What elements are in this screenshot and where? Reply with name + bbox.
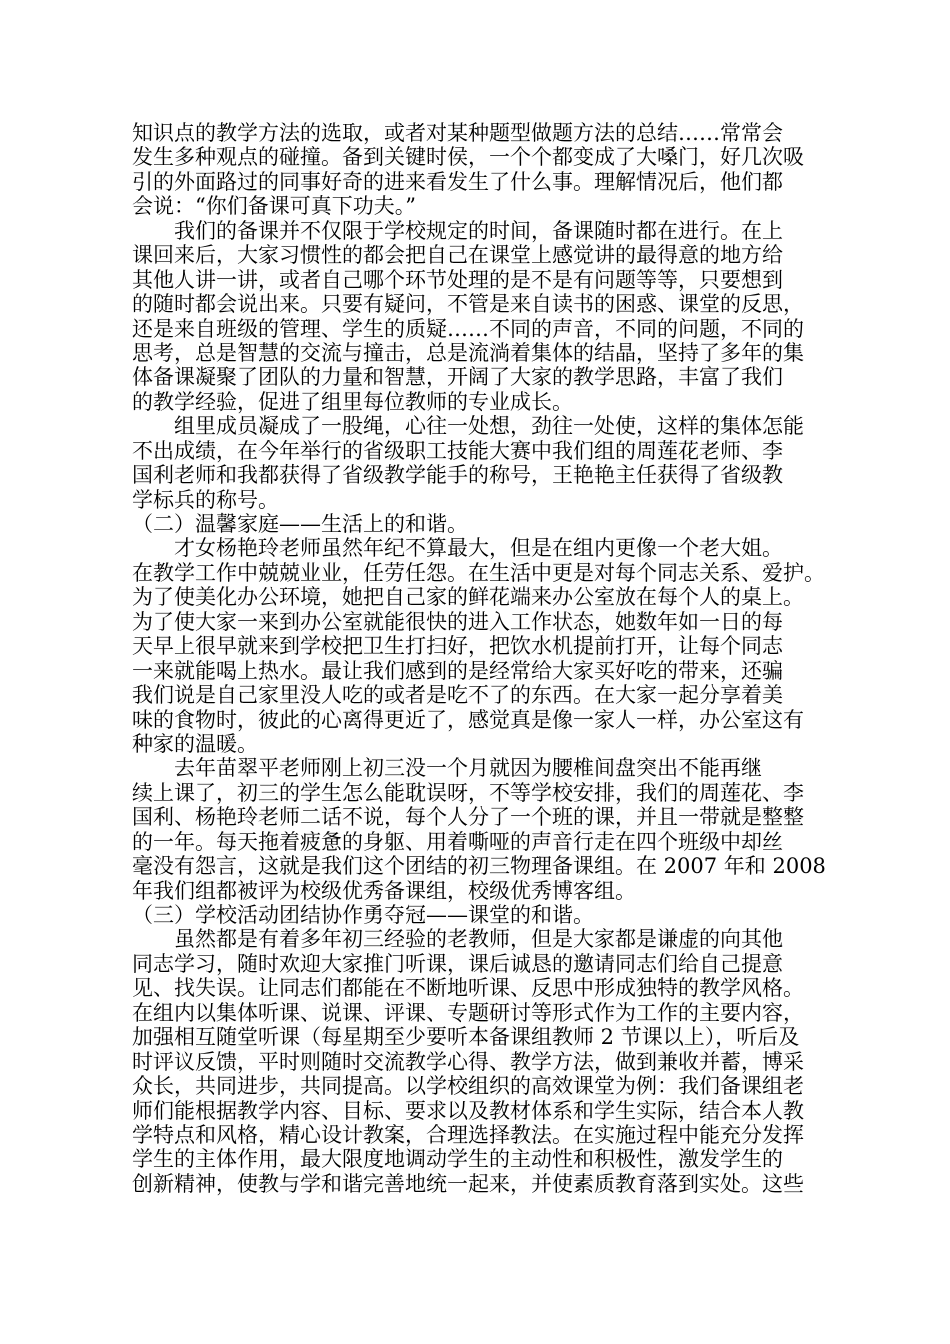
text-line: 时评议反馈，平时则随时交流教学心得、教学方法，做到兼收并蓄，博采 [132, 1049, 804, 1074]
text-line: 学生的主体作用，最大限度地调动学生的主动性和积极性，激发学生的 [132, 1147, 783, 1172]
text-line: 加强相互随堂听课（每星期至少要听本备课组教师 2 节课以上），听后及 [132, 1025, 800, 1050]
paragraph-first-line: 组里成员凝成了一股绳，心往一处想，劲往一处使，这样的集体怎能 [174, 414, 804, 439]
document-page [132, 121, 826, 1196]
text-line: 其他人讲一讲，或者自己哪个环节处理的是不是有问题等等，只要想到 [132, 267, 783, 292]
paragraph-first-line: 去年苗翠平老师刚上初三没一个月就因为腰椎间盘突出不能再继 [174, 756, 762, 781]
text-line: 为了使大家一来到办公室就能很快的进入工作状态，她数年如一日的每 [132, 609, 783, 634]
text-line: 见、找失误。让同志们都能在不断地听课、反思中形成独特的教学风格。 [132, 976, 804, 1001]
text-line: 天早上很早就来到学校把卫生打扫好，把饮水机提前打开，让每个同志 [132, 634, 783, 659]
text-line: 不出成绩，在今年举行的省级职工技能大赛中我们组的周莲花老师、李 [132, 438, 783, 463]
text-line: 毫没有怨言，这就是我们这个团结的初三物理备课组。在 2007 年和 2008 [132, 854, 826, 879]
text-line: 同志学习，随时欢迎大家推门听课，课后诚恳的邀请同志们给自己提意 [132, 951, 783, 976]
text-line: 学标兵的称号。 [132, 487, 279, 512]
text-line: 众长，共同进步，共同提高。以学校组织的高效课堂为例：我们备课组老 [132, 1074, 804, 1099]
text-line: 我们说是自己家里没人吃的或者是吃不了的东西。在大家一起分享着美 [132, 683, 783, 708]
text-line: 国利老师和我都获得了省级教学能手的称号，王艳艳主任获得了省级教 [132, 463, 783, 488]
text-line: 的随时都会说出来。只要有疑问，不管是来自读书的困惑、课堂的反思， [132, 292, 804, 317]
text-line: 创新精神，使教与学和谐完善地统一起来，并使素质教育落到实处。这些 [132, 1171, 804, 1196]
text-line: 为了使美化办公环境，她把自己家的鲜花端来办公室放在每个人的桌上。 [132, 585, 804, 610]
text-line: 的一年。每天拖着疲惫的身躯、用着嘶哑的声音行走在四个班级中却丝 [132, 829, 783, 854]
text-line: 在教学工作中兢兢业业，任劳任怨。在生活中更是对每个同志关系、爱护。 [132, 560, 825, 585]
text-line: 思考，总是智慧的交流与撞击，总是流淌着集体的结晶，坚持了多年的集 [132, 340, 804, 365]
text-line: 一来就能喝上热水。最让我们感到的是经常给大家买好吃的带来，还骗 [132, 658, 783, 683]
text-line: 味的食物时，彼此的心离得更近了，感觉真是像一家人一样，办公室这有 [132, 707, 804, 732]
text-line: 体备课凝聚了团队的力量和智慧，开阔了大家的教学思路，丰富了我们 [132, 365, 783, 390]
text-line: 学特点和风格，精心设计教案，合理选择教法。在实施过程中能充分发挥 [132, 1122, 804, 1147]
text-line: 知识点的教学方法的选取，或者对某种题型做题方法的总结……常常会 [132, 121, 783, 145]
text-line: 在组内以集体听课、说课、评课、专题研讨等形式作为工作的主要内容， [132, 1000, 804, 1025]
text-line: 年我们组都被评为校级优秀备课组，校级优秀博客组。 [132, 878, 636, 903]
text-line: 发生多种观点的碰撞。备到关键时侯，一个个都变成了大嗓门，好几次吸 [132, 145, 804, 170]
text-line: （三）学校活动团结协作勇夺冠——课堂的和谐。 [132, 903, 594, 927]
text-line: 会说：“你们备课可真下功夫。” [132, 194, 416, 219]
text-line: 续上课了，初三的学生怎么能耽误呀，不等学校安排，我们的周莲花、李 [132, 780, 804, 805]
text-line: 国利、杨艳玲老师二话不说，每个人分了一个班的课，并且一带就是整整 [132, 805, 804, 830]
paragraph-first-line: 虽然都是有着多年初三经验的老教师，但是大家都是谦虚的向其他 [174, 927, 783, 952]
text-line: 还是来自班级的管理、学生的质疑……不同的声音，不同的问题，不同的 [132, 316, 804, 341]
paragraph-first-line: 我们的备课并不仅限于学校规定的时间，备课随时都在进行。在上 [174, 218, 783, 243]
text-line: （二）温馨家庭——生活上的和谐。 [132, 512, 468, 536]
paragraph-first-line: 才女杨艳玲老师虽然年纪不算最大，但是在组内更像一个老大姐。 [174, 536, 783, 561]
text-line: 引的外面路过的同事好奇的进来看发生了什么事。理解情况后，他们都 [132, 169, 783, 194]
text-line: 师们能根据教学内容、目标、要求以及教材体系和学生实际，结合本人教 [132, 1098, 804, 1123]
text-line: 种家的温暖。 [132, 731, 258, 756]
text-line: 课回来后，大家习惯性的都会把自己在课堂上感觉讲的最得意的地方给 [132, 243, 783, 268]
text-line: 的教学经验，促进了组里每位教师的专业成长。 [132, 389, 573, 414]
